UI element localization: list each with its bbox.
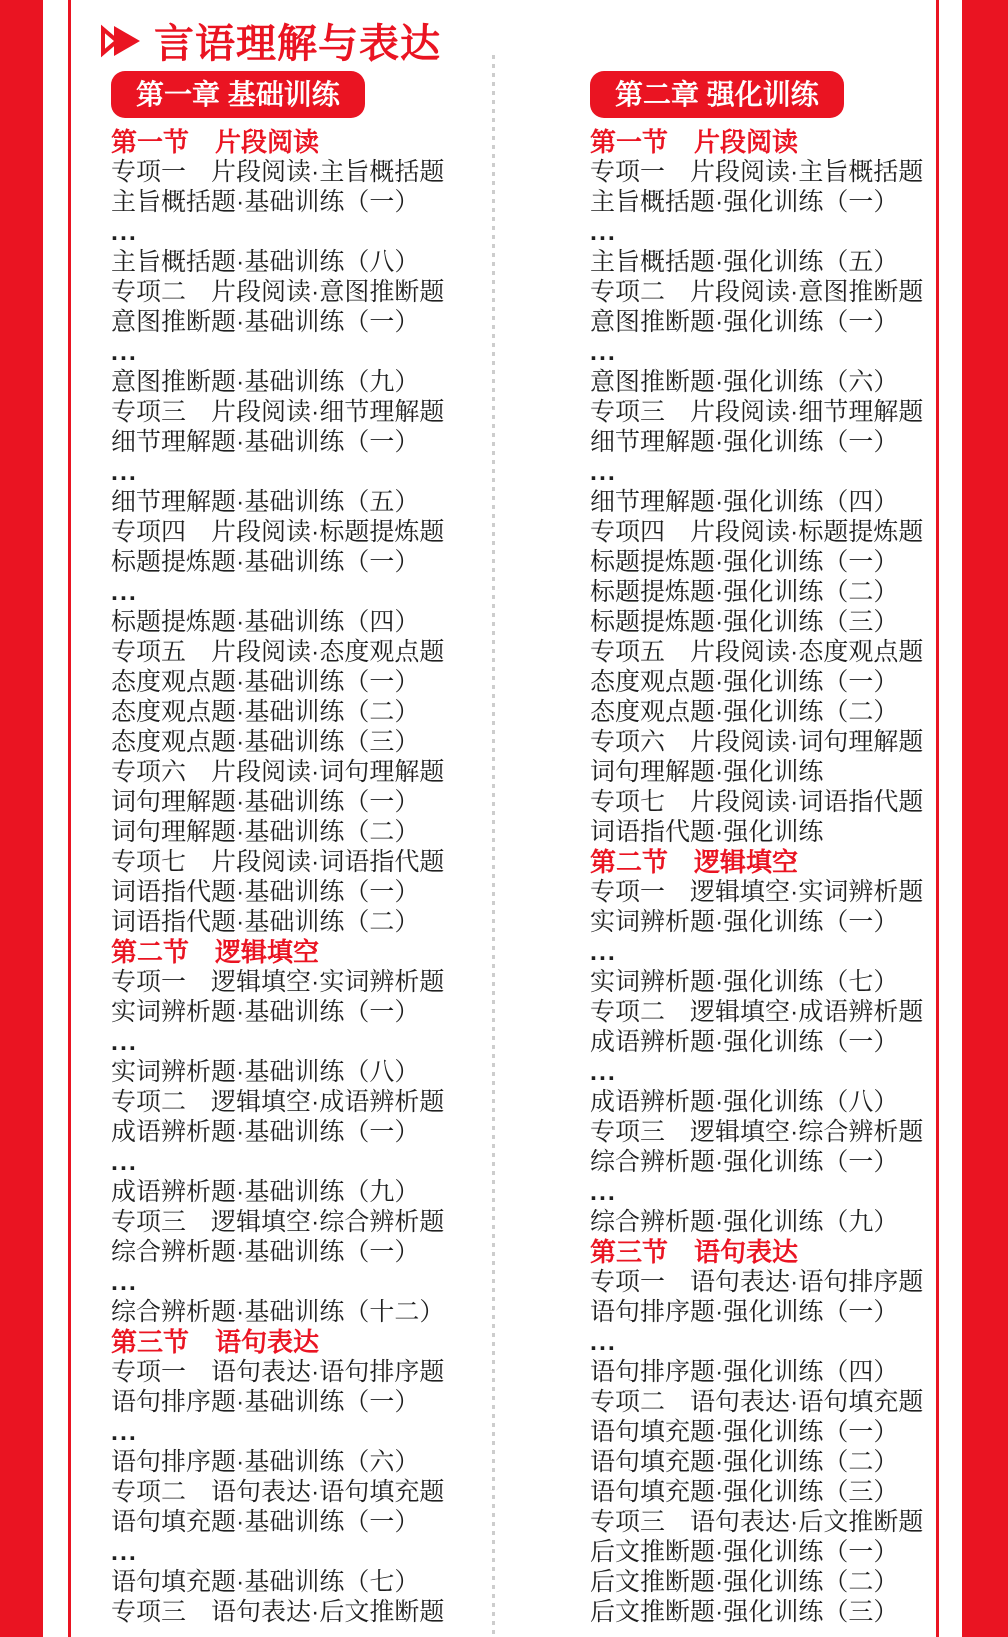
section-heading: 第三节 语句表达 bbox=[111, 1327, 320, 1357]
toc-item: 语句排序题·基础训练（一） bbox=[111, 1388, 420, 1416]
section-heading: 第一节 片段阅读 bbox=[111, 127, 320, 157]
section-heading: 第一节 片段阅读 bbox=[590, 127, 799, 157]
toc-item: 标题提炼题·强化训练（二） bbox=[590, 578, 899, 606]
section-heading: 第二节 逻辑填空 bbox=[590, 847, 799, 877]
toc-item: 词句理解题·强化训练 bbox=[590, 758, 824, 786]
toc-item: 意图推断题·强化训练（一） bbox=[590, 308, 899, 336]
toc-item: 专项七 片段阅读·词语指代题 bbox=[111, 848, 445, 876]
toc-item: 词句理解题·基础训练（二） bbox=[111, 818, 420, 846]
toc-item: 综合辨析题·基础训练（一） bbox=[111, 1238, 420, 1266]
ellipsis-line: ... bbox=[590, 338, 617, 366]
toc-item: 专项七 片段阅读·词语指代题 bbox=[590, 788, 924, 816]
toc-item: 专项一 片段阅读·主旨概括题 bbox=[590, 158, 924, 186]
toc-item: 主旨概括题·基础训练（一） bbox=[111, 188, 420, 216]
toc-item: 语句填充题·强化训练（一） bbox=[590, 1418, 899, 1446]
toc-item: 语句填充题·基础训练（七） bbox=[111, 1568, 420, 1596]
toc-item: 标题提炼题·强化训练（三） bbox=[590, 608, 899, 636]
toc-item: 主旨概括题·基础训练（八） bbox=[111, 248, 420, 276]
toc-item: 专项一 逻辑填空·实词辨析题 bbox=[111, 968, 445, 996]
toc-item: 语句填充题·强化训练（三） bbox=[590, 1478, 899, 1506]
toc-item: 专项一 语句表达·语句排序题 bbox=[111, 1358, 445, 1386]
toc-item: 综合辨析题·强化训练（一） bbox=[590, 1148, 899, 1176]
toc-item: 后文推断题·强化训练（一） bbox=[590, 1538, 899, 1566]
toc-item: 专项二 逻辑填空·成语辨析题 bbox=[590, 998, 924, 1026]
toc-item: 意图推断题·基础训练（九） bbox=[111, 368, 420, 396]
toc-item: 专项二 片段阅读·意图推断题 bbox=[590, 278, 924, 306]
toc-item: 专项三 片段阅读·细节理解题 bbox=[590, 398, 924, 426]
chapter-2-badge: 第二章 强化训练 bbox=[590, 71, 844, 118]
toc-item: 专项五 片段阅读·态度观点题 bbox=[590, 638, 924, 666]
toc-item: 细节理解题·强化训练（四） bbox=[590, 488, 899, 516]
toc-item: 专项六 片段阅读·词句理解题 bbox=[111, 758, 445, 786]
left-red-border bbox=[0, 0, 43, 1637]
toc-item: 态度观点题·强化训练（二） bbox=[590, 698, 899, 726]
toc-item: 成语辨析题·强化训练（八） bbox=[590, 1088, 899, 1116]
ellipsis-line: ... bbox=[111, 1268, 138, 1296]
ellipsis-line: ... bbox=[111, 458, 138, 486]
toc-item: 细节理解题·基础训练（五） bbox=[111, 488, 420, 516]
toc-item: 实词辨析题·强化训练（七） bbox=[590, 968, 899, 996]
toc-item: 词语指代题·强化训练 bbox=[590, 818, 824, 846]
toc-item: 专项二 片段阅读·意图推断题 bbox=[111, 278, 445, 306]
toc-item: 专项三 片段阅读·细节理解题 bbox=[111, 398, 445, 426]
ellipsis-line: ... bbox=[590, 458, 617, 486]
chapter-1-badge: 第一章 基础训练 bbox=[111, 71, 365, 118]
toc-item: 标题提炼题·强化训练（一） bbox=[590, 548, 899, 576]
toc-item: 态度观点题·强化训练（一） bbox=[590, 668, 899, 696]
ellipsis-line: ... bbox=[111, 1148, 138, 1176]
ellipsis-line: ... bbox=[590, 938, 617, 966]
ellipsis-line: ... bbox=[590, 1328, 617, 1356]
ellipsis-line: ... bbox=[590, 1178, 617, 1206]
toc-item: 实词辨析题·基础训练（一） bbox=[111, 998, 420, 1026]
toc-item: 标题提炼题·基础训练（一） bbox=[111, 548, 420, 576]
toc-item: 专项二 语句表达·语句填充题 bbox=[111, 1478, 445, 1506]
toc-item: 实词辨析题·强化训练（一） bbox=[590, 908, 899, 936]
section-heading: 第三节 语句表达 bbox=[590, 1237, 799, 1267]
toc-item: 专项三 语句表达·后文推断题 bbox=[590, 1508, 924, 1536]
toc-item: 语句排序题·强化训练（四） bbox=[590, 1358, 899, 1386]
page-title-row bbox=[99, 12, 441, 69]
toc-item: 后文推断题·强化训练（三） bbox=[590, 1598, 899, 1626]
chapter-column-basic bbox=[111, 71, 501, 1627]
toc-item: 成语辨析题·基础训练（九） bbox=[111, 1178, 420, 1206]
ellipsis-line: ... bbox=[111, 218, 138, 246]
toc-item: 词句理解题·基础训练（一） bbox=[111, 788, 420, 816]
toc-item: 标题提炼题·基础训练（四） bbox=[111, 608, 420, 636]
toc-item: 专项五 片段阅读·态度观点题 bbox=[111, 638, 445, 666]
toc-item: 专项一 逻辑填空·实词辨析题 bbox=[590, 878, 924, 906]
toc-item: 主旨概括题·强化训练（五） bbox=[590, 248, 899, 276]
toc-item: 专项二 语句表达·语句填充题 bbox=[590, 1388, 924, 1416]
toc-item: 语句排序题·基础训练（六） bbox=[111, 1448, 420, 1476]
toc-item: 专项二 逻辑填空·成语辨析题 bbox=[111, 1088, 445, 1116]
chapter-2-toc-list bbox=[590, 127, 980, 1627]
toc-item: 词语指代题·基础训练（一） bbox=[111, 878, 420, 906]
ellipsis-line: ... bbox=[111, 1418, 138, 1446]
toc-item: 主旨概括题·强化训练（一） bbox=[590, 188, 899, 216]
toc-item: 综合辨析题·基础训练（十二） bbox=[111, 1298, 445, 1326]
toc-item: 专项六 片段阅读·词句理解题 bbox=[590, 728, 924, 756]
ellipsis-line: ... bbox=[111, 338, 138, 366]
ellipsis-line: ... bbox=[111, 1538, 138, 1566]
page-title: 言语理解与表达 bbox=[154, 22, 441, 66]
toc-item: 后文推断题·强化训练（二） bbox=[590, 1568, 899, 1596]
toc-item: 综合辨析题·强化训练（九） bbox=[590, 1208, 899, 1236]
toc-item: 成语辨析题·基础训练（一） bbox=[111, 1118, 420, 1146]
toc-item: 专项一 片段阅读·主旨概括题 bbox=[111, 158, 445, 186]
toc-item: 语句填充题·强化训练（二） bbox=[590, 1448, 899, 1476]
double-arrow-icon bbox=[99, 21, 145, 61]
chapter-column-intensive bbox=[590, 71, 980, 1627]
toc-item: 细节理解题·基础训练（一） bbox=[111, 428, 420, 456]
toc-item: 专项三 逻辑填空·综合辨析题 bbox=[590, 1118, 924, 1146]
toc-item: 语句排序题·强化训练（一） bbox=[590, 1298, 899, 1326]
toc-item: 专项四 片段阅读·标题提炼题 bbox=[111, 518, 445, 546]
toc-item: 意图推断题·强化训练（六） bbox=[590, 368, 899, 396]
toc-item: 态度观点题·基础训练（一） bbox=[111, 668, 420, 696]
ellipsis-line: ... bbox=[590, 218, 617, 246]
toc-item: 实词辨析题·基础训练（八） bbox=[111, 1058, 420, 1086]
ellipsis-line: ... bbox=[590, 1058, 617, 1086]
toc-item: 词语指代题·基础训练（二） bbox=[111, 908, 420, 936]
toc-item: 态度观点题·基础训练（二） bbox=[111, 698, 420, 726]
chapter-1-toc-list bbox=[111, 127, 501, 1627]
left-red-rule bbox=[68, 0, 71, 1637]
toc-item: 成语辨析题·强化训练（一） bbox=[590, 1028, 899, 1056]
toc-item: 专项三 语句表达·后文推断题 bbox=[111, 1598, 445, 1626]
toc-item: 专项一 语句表达·语句排序题 bbox=[590, 1268, 924, 1296]
toc-item: 专项四 片段阅读·标题提炼题 bbox=[590, 518, 924, 546]
toc-item: 细节理解题·强化训练（一） bbox=[590, 428, 899, 456]
toc-item: 专项三 逻辑填空·综合辨析题 bbox=[111, 1208, 445, 1236]
toc-item: 语句填充题·基础训练（一） bbox=[111, 1508, 420, 1536]
ellipsis-line: ... bbox=[111, 578, 138, 606]
ellipsis-line: ... bbox=[111, 1028, 138, 1056]
toc-item: 态度观点题·基础训练（三） bbox=[111, 728, 420, 756]
section-heading: 第二节 逻辑填空 bbox=[111, 937, 320, 967]
toc-item: 意图推断题·基础训练（一） bbox=[111, 308, 420, 336]
